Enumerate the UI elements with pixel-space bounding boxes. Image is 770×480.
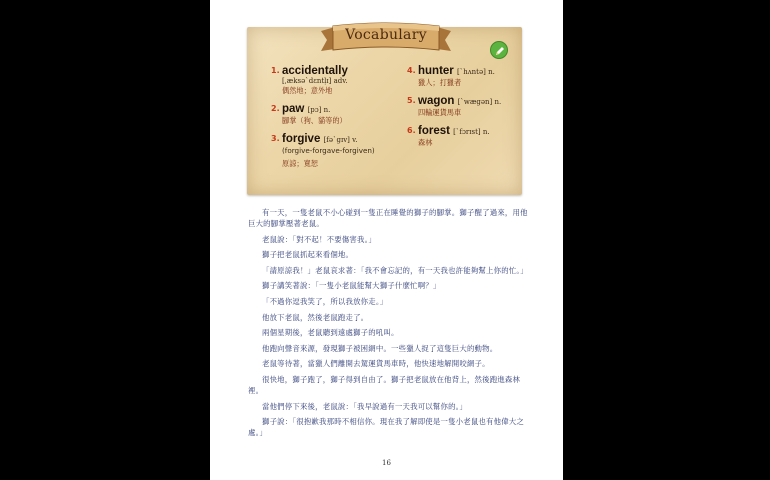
vocab-number: 6.	[407, 126, 416, 135]
story-paragraph: 「請原諒我！」老鼠哀求著：「我不會忘記的，有一天我也許能夠幫上你的忙。」	[262, 265, 528, 275]
vocabulary-right-column	[407, 65, 517, 148]
vocab-word: accidentally	[282, 65, 348, 77]
vocab-pronunciation: [ˋfɔrɪst] n.	[453, 128, 490, 136]
vocab-pronunciation: [fəˋgɪv] v.	[323, 136, 358, 144]
vocab-pronunciation: [ˋwægən] n.	[457, 98, 502, 106]
vocab-meaning: 原諒；寬恕	[282, 159, 318, 168]
vocab-word-text: forgive	[282, 133, 321, 145]
vocabulary-left-column	[271, 65, 411, 169]
vocab-number: 2.	[271, 104, 280, 113]
vocab-word	[282, 103, 411, 115]
vocab-number: 4.	[407, 66, 416, 75]
vocab-meaning: 腳掌（狗、貓等的）	[282, 116, 347, 125]
story-paragraph: 獅子講笑著說：「一隻小老鼠能幫大獅子什麼忙啊？」	[262, 281, 441, 291]
page-number: 16	[382, 459, 391, 467]
vocab-word	[418, 95, 517, 107]
story-paragraph: 兩個星期後，老鼠聽到遠處獅子的吼叫。	[262, 328, 399, 338]
book-page	[210, 0, 563, 480]
vocab-pronunciation: [ˋhʌntə] n.	[456, 68, 495, 76]
vocab-entry-2	[271, 103, 411, 126]
vocab-word-text: paw	[282, 103, 305, 115]
story-paragraph: 獅子把老鼠抓起來看個地。	[262, 250, 354, 260]
vocab-meaning: 獵人；打獵者	[418, 78, 462, 87]
vocab-entry-3	[271, 133, 411, 169]
vocab-word-text: wagon	[418, 95, 455, 107]
story-paragraph: 有一天，一隻老鼠不小心碰到一隻正在睡覺的獅子的腳掌。獅子醒了過來，用他巨大的腳掌壓著老鼠。	[248, 208, 528, 228]
story-paragraph: 「不過你逗我笑了，所以我放你走。」	[262, 296, 388, 306]
vocabulary-banner	[317, 21, 455, 55]
story-paragraph: 當他們停下來後，老鼠說：「我早說過有一天我可以幫你的。」	[262, 401, 468, 411]
story-text	[248, 207, 528, 443]
vocab-meaning: 森林	[418, 138, 433, 147]
story-paragraph: 獅子說：「很抱歉我那時不相信你。現在我了解即使是一隻小老鼠也有他偉大之處。」	[248, 417, 524, 438]
story-paragraph: 老鼠說：「對不起！不要傷害我。」	[262, 234, 377, 244]
vocab-entry-5	[407, 95, 517, 118]
story-paragraph: 很快地，獅子跑了，獅子得到自由了。獅子把老鼠放在他背上，然後跑進森林裡。	[248, 374, 521, 395]
vocab-number: 3.	[271, 134, 280, 143]
vocab-number: 1.	[271, 66, 280, 75]
vocab-entry-4	[407, 65, 517, 88]
vocab-word	[418, 65, 517, 77]
vocab-verb-forms: (forgive-forgave-forgiven)	[282, 146, 375, 155]
vocab-word-text: hunter	[418, 65, 454, 77]
vocab-entry-6	[407, 125, 517, 148]
vocab-word-text: forest	[418, 125, 450, 137]
story-paragraph: 他跑向聲音來源，發現獅子被困網中。一些獵人捉了這隻巨大的動物。	[262, 343, 498, 353]
story-paragraph: 他放下老鼠，然後老鼠跑走了。	[262, 312, 369, 322]
vocab-pronunciation: [ˌæksəˋdɛntḷɪ] adv.	[282, 77, 348, 85]
pencil-icon	[490, 41, 508, 59]
vocab-pronunciation: [pɔ] n.	[307, 106, 331, 114]
vocabulary-box	[247, 27, 522, 195]
vocab-entry-1	[271, 65, 411, 96]
story-paragraph: 老鼠等待著，當獵人們離開去駕運貨馬車時，他快速地解開咬網子。	[262, 359, 490, 369]
vocab-meaning: 四輪運貨馬車	[418, 108, 462, 117]
vocab-word	[418, 125, 517, 137]
vocabulary-title: Vocabulary	[345, 27, 427, 43]
vocab-meaning: 偶然地；意外地	[282, 86, 333, 95]
vocab-number: 5.	[407, 96, 416, 105]
vocab-word	[282, 133, 411, 145]
